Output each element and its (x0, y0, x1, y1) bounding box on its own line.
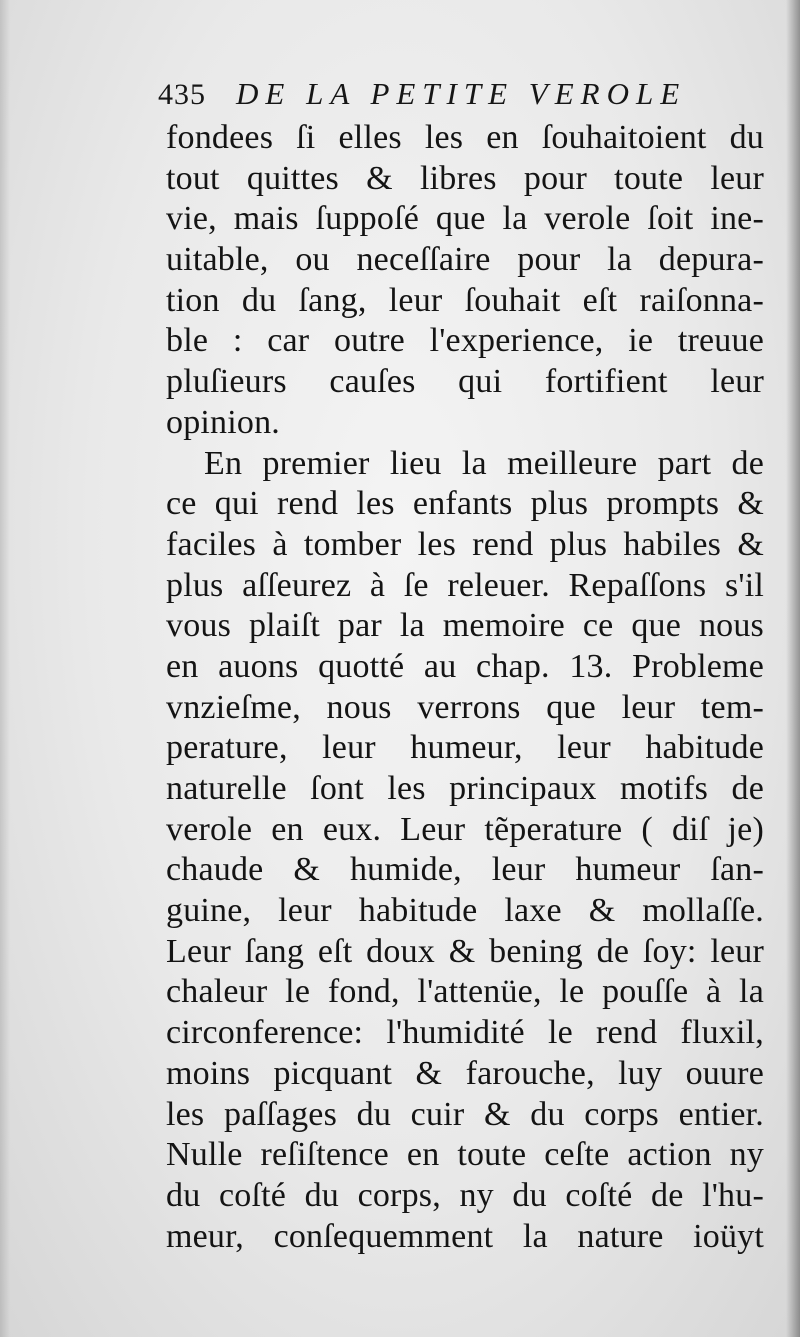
text-line: meur, conſequemment la nature ioüyt (166, 1217, 764, 1255)
page-header (158, 74, 738, 114)
text-line: ble : car outre l'experience, ie treuue (166, 322, 764, 360)
text-line: vous plaiſt par la memoire ce que nous (166, 607, 764, 645)
text-line: circonference: l'humidité le rend fluxil, (166, 1014, 764, 1052)
text-line: plus aſſeurez à ſe releuer. Repaſſons s'il (166, 566, 764, 604)
text-line: fondees ſi elles les en ſouhaitoient du (166, 119, 764, 156)
text-line: vie, mais ſuppoſé que la verole ſoit ine- (166, 200, 764, 238)
text-line: opinion. (166, 403, 280, 441)
text-line: Leur ſang eſt doux & bening de ſoy: leur (166, 932, 764, 970)
text-line: tout quittes & libres pour toute leur (166, 159, 764, 197)
text-line: pluſieurs cauſes qui fortifient leur (166, 363, 764, 401)
text-line: chaude & humide, leur humeur ſan- (166, 851, 764, 889)
text-line: du coſté du corps, ny du coſté de l'hu- (166, 1176, 764, 1214)
text-line: ce qui rend les enfants plus prompts & (166, 485, 764, 523)
text-line: moins picquant & farouche, luy ouure (166, 1054, 764, 1092)
body-text (166, 118, 764, 1257)
text-line: en auons quotté au chap. 13. Probleme (166, 647, 764, 685)
paragraph-start-line: En premier lieu la meilleure part de (204, 444, 764, 482)
page-number: 435 (158, 78, 206, 111)
running-title: DE LA PETITE VEROLE (236, 76, 687, 111)
text-line: chaleur le fond, l'attenüe, le pouſſe à la (166, 973, 764, 1011)
text-line: verole en eux. Leur tẽperature ( diſ je) (166, 810, 764, 848)
text-line: les paſſages du cuir & du corps entier. (166, 1095, 764, 1133)
text-line: Nulle reſiſtence en toute ceſte action ny (166, 1136, 764, 1174)
text-line: faciles à tomber les rend plus habiles & (166, 525, 764, 563)
text-line: perature, leur humeur, leur habitude (166, 729, 764, 767)
text-line: tion du ſang, leur ſouhait eſt raiſonna- (166, 281, 764, 319)
text-line: guine, leur habitude laxe & mollaſſe. (166, 892, 764, 930)
text-line: uitable, ou neceſſaire pour la depura- (166, 241, 764, 279)
text-line: naturelle ſont les principaux motifs de (166, 770, 764, 807)
text-line: vnzieſme, nous verrons que leur tem- (166, 688, 764, 726)
